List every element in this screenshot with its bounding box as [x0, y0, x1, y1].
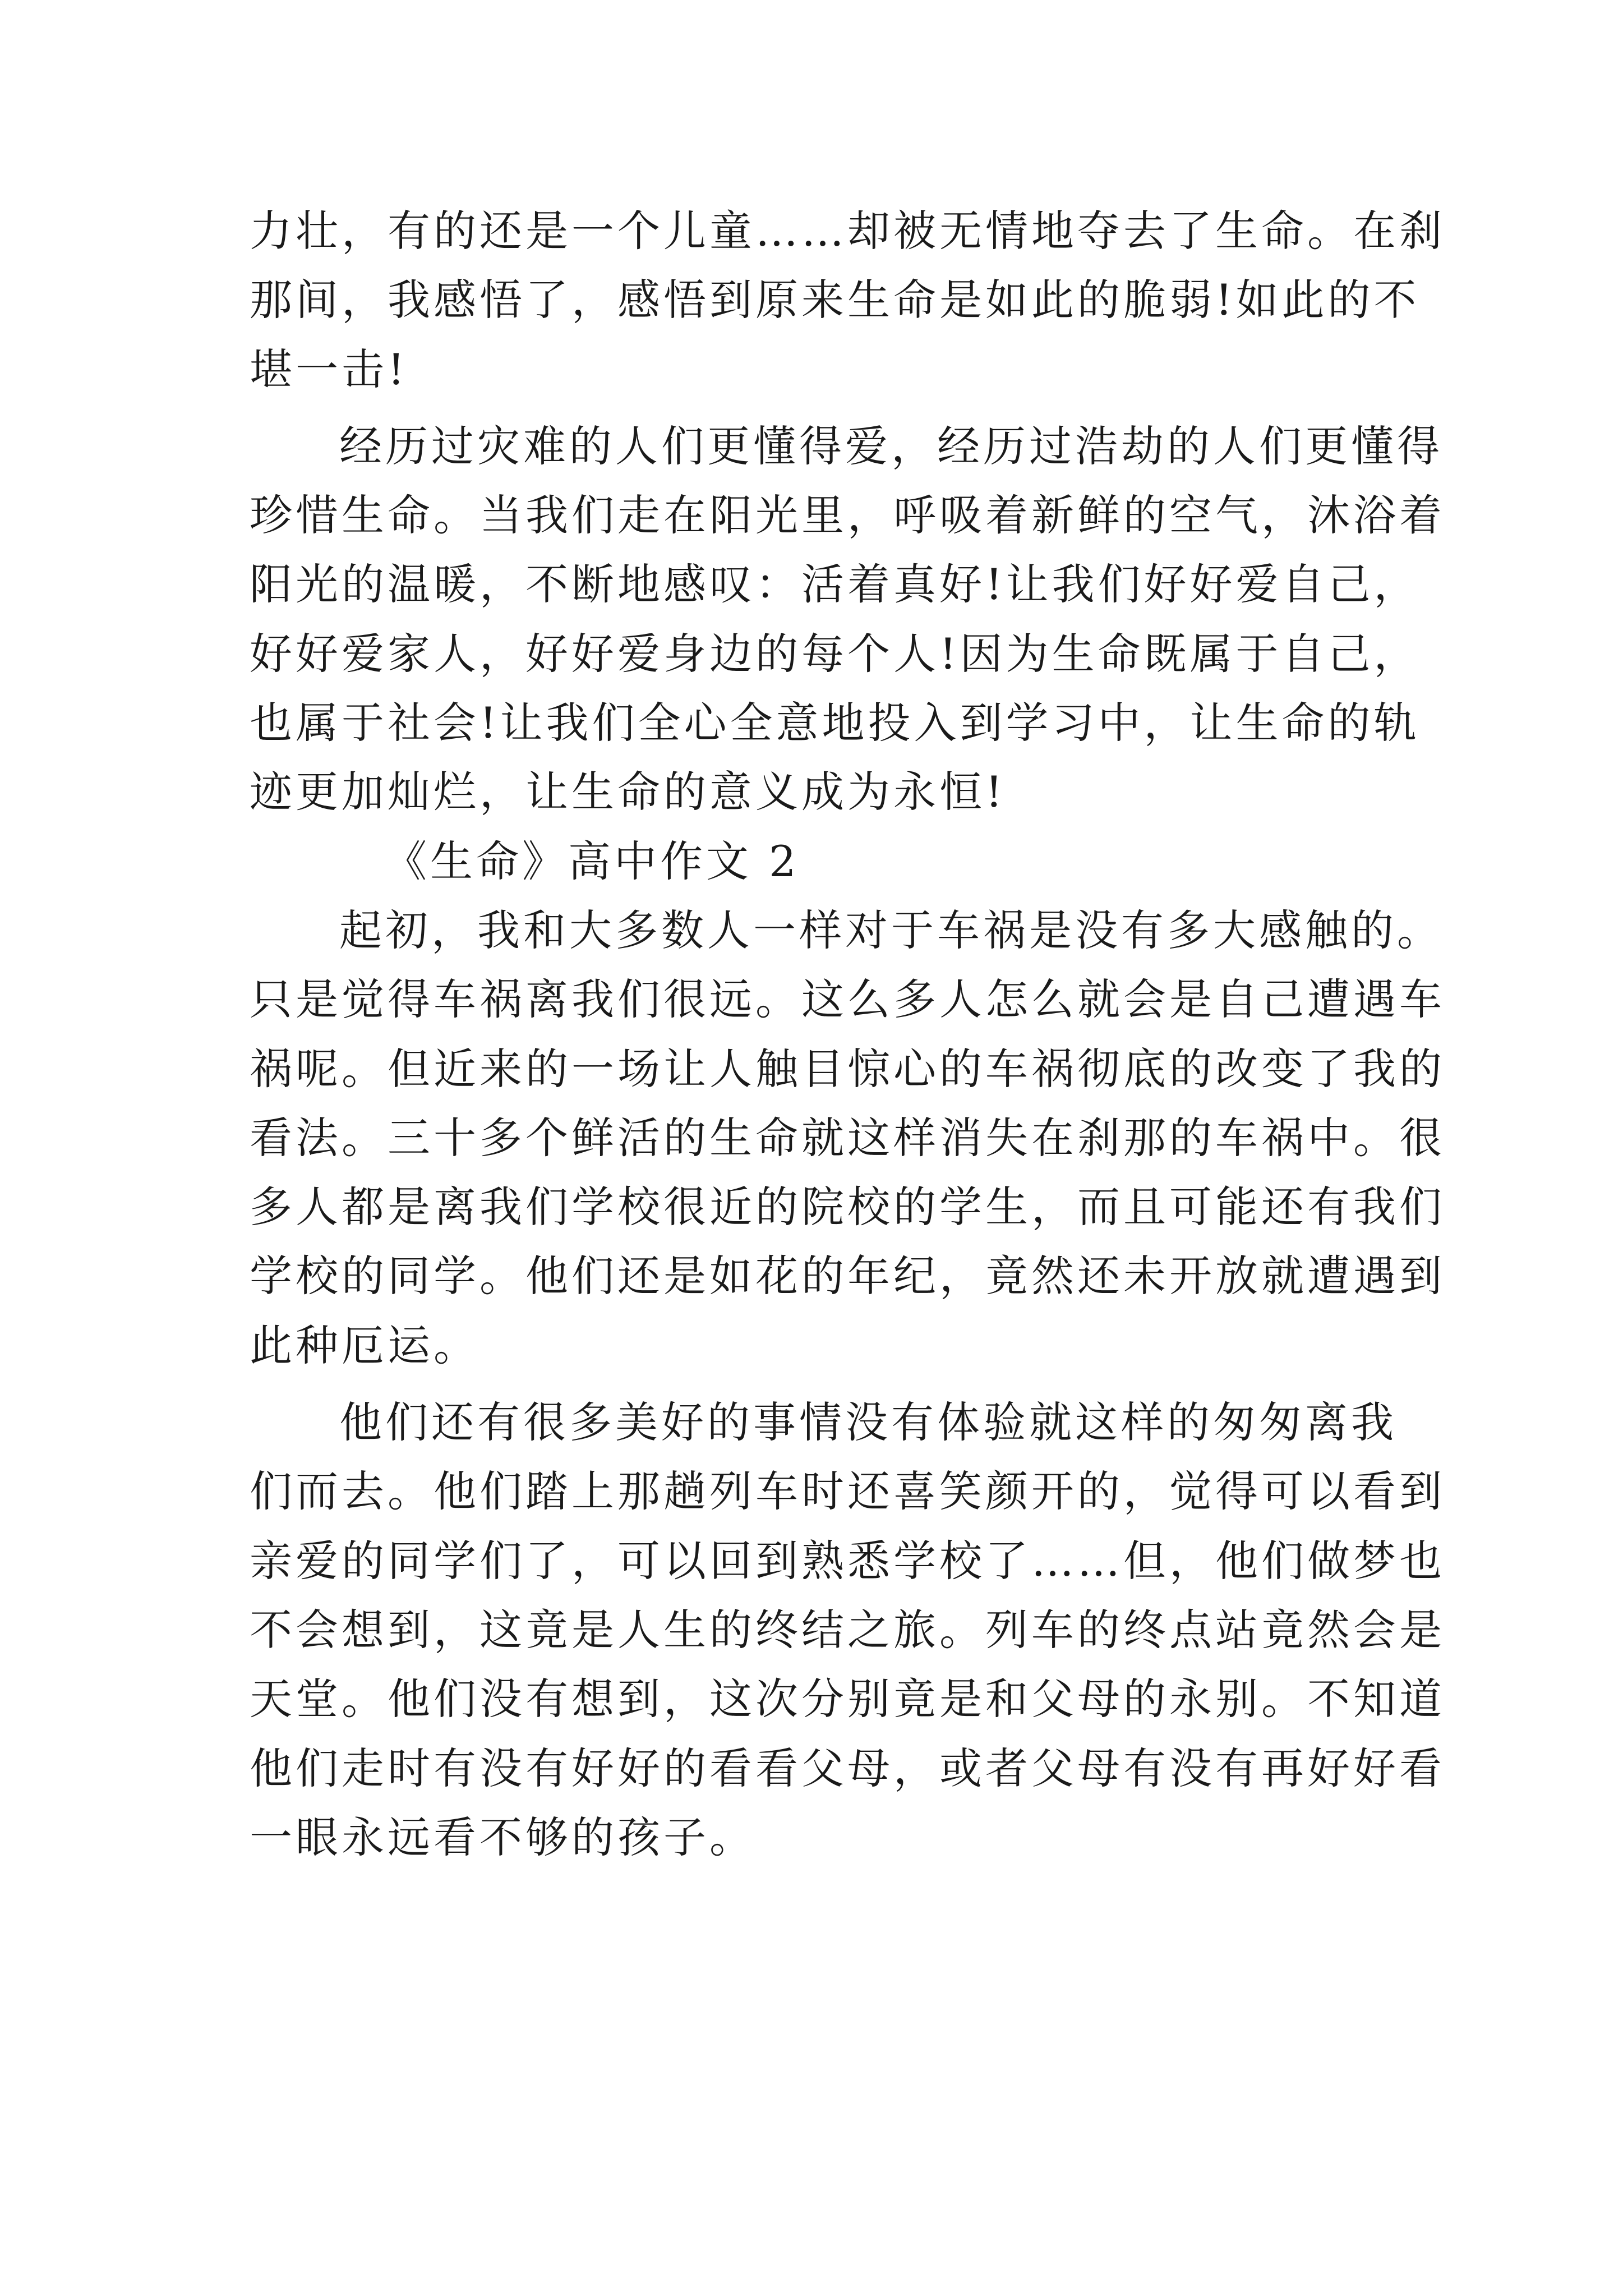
- paragraph-line: 也属于社会!让我们全心全意地投入到学习中，让生命的轨: [250, 698, 1420, 748]
- paragraph-line: 珍惜生命。当我们走在阳光里，呼吸着新鲜的空气，沐浴着: [250, 490, 1445, 541]
- paragraph-line: 阳光的温暖，不断地感叹：活着真好!让我们好好爱自己，: [250, 559, 1420, 610]
- paragraph-line: 力壮，有的还是一个儿童……却被无情地夺去了生命。在刹: [250, 206, 1445, 256]
- document-body: [250, 196, 1445, 1872]
- paragraph-4: [250, 1388, 1445, 1872]
- paragraph-1: [250, 196, 1445, 404]
- paragraph-line: 迹更加灿烂，让生命的意义成为永恒!: [250, 767, 1006, 817]
- paragraph-line: 一眼永远看不够的孩子。: [250, 1812, 755, 1862]
- paragraph-line: 天堂。他们没有想到，这次分别竟是和父母的永别。不知道: [250, 1674, 1445, 1724]
- paragraph-line: 多人都是离我们学校很近的院校的学生，而且可能还有我们: [250, 1182, 1445, 1232]
- paragraph-line: 起初，我和大多数人一样对于车祸是没有多大感触的。: [339, 905, 1443, 955]
- paragraph-line: 经历过灾难的人们更懂得爱，经历过浩劫的人们更懂得: [339, 421, 1443, 471]
- paragraph-line: 学校的同学。他们还是如花的年纪，竟然还未开放就遭遇到: [250, 1251, 1445, 1301]
- paragraph-line: 亲爱的同学们了，可以回到熟悉学校了……但，他们做梦也: [250, 1535, 1445, 1586]
- paragraph-line: 们而去。他们踏上那趟列车时还喜笑颜开的，觉得可以看到: [250, 1466, 1445, 1517]
- paragraph-line: 祸呢。但近来的一场让人触目惊心的车祸彻底的改变了我的: [250, 1043, 1445, 1094]
- paragraph-2: [250, 412, 1445, 827]
- paragraph-line: 不会想到，这竟是人生的终结之旅。列车的终点站竟然会是: [250, 1604, 1445, 1655]
- paragraph-line: 他们走时有没有好好的看看父母，或者父母有没有再好好看: [250, 1743, 1445, 1793]
- paragraph-line: 那间，我感悟了，感悟到原来生命是如此的脆弱!如此的不: [250, 275, 1420, 325]
- paragraph-line: 堪一击!: [250, 344, 408, 394]
- paragraph-line: 此种厄运。: [250, 1320, 479, 1370]
- paragraph-line: 好好爱家人，好好爱身边的每个人!因为生命既属于自己，: [250, 628, 1420, 679]
- section-title: 《生命》高中作文 2: [384, 836, 800, 886]
- paragraph-line: 看法。三十多个鲜活的生命就这样消失在刹那的车祸中。很: [250, 1112, 1445, 1163]
- paragraph-3: [250, 896, 1445, 1380]
- paragraph-line: 只是觉得车祸离我们很远。这么多人怎么就会是自己遭遇车: [250, 974, 1445, 1025]
- paragraph-line: 他们还有很多美好的事情没有体验就这样的匆匆离我: [339, 1397, 1397, 1448]
